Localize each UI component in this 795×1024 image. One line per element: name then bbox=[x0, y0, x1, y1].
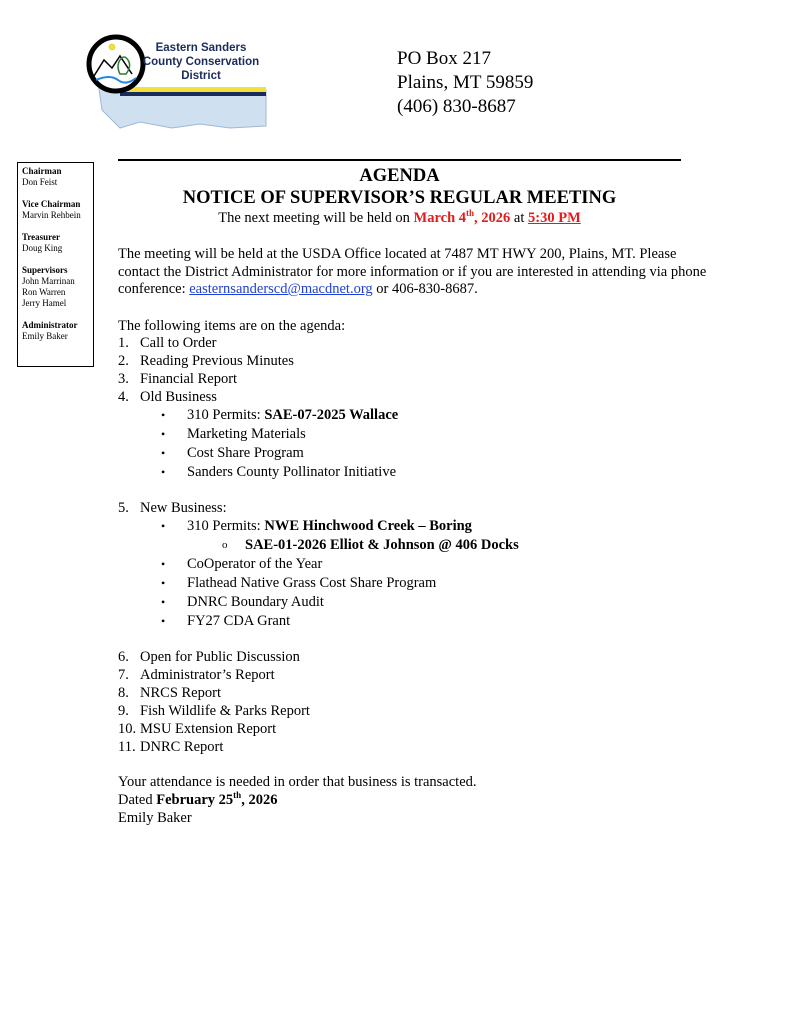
signer-name: Emily Baker bbox=[118, 810, 192, 826]
old-business-cost-share: Cost Share Program bbox=[187, 445, 304, 461]
new-business-permit-sae-01-2026: SAE-01-2026 Elliot & Johnson @ 406 Docks bbox=[245, 537, 519, 553]
meeting-time: 5:30 PM bbox=[528, 210, 581, 226]
contact-email-link[interactable]: easternsanderscd@macdnet.org bbox=[189, 281, 373, 297]
item-number: 4. bbox=[118, 389, 129, 405]
agenda-item-fwp-report: Fish Wildlife & Parks Report bbox=[140, 703, 310, 719]
new-business-flathead-grass: Flathead Native Grass Cost Share Program bbox=[187, 575, 437, 591]
bullet-icon: • bbox=[161, 614, 166, 628]
blue-band bbox=[120, 92, 266, 96]
meeting-notice-title: NOTICE OF SUPERVISOR’S REGULAR MEETING bbox=[182, 188, 617, 208]
officer-supervisors: Supervisors John Marrinan Ron Warren Jerry Hamel bbox=[22, 265, 75, 308]
item-number: 10. bbox=[118, 721, 137, 737]
new-business-310-permits: 310 Permits: NWE Hinchwood Creek – Boring bbox=[187, 518, 472, 534]
new-business-cda-grant: FY27 CDA Grant bbox=[187, 613, 291, 629]
item-number: 8. bbox=[118, 685, 129, 701]
agenda-item-administrator-report: Administrator’s Report bbox=[140, 667, 275, 683]
agenda-item-msu-extension-report: MSU Extension Report bbox=[140, 721, 277, 737]
yellow-band bbox=[120, 87, 266, 92]
officer-chairman: Chairman Don Feist bbox=[22, 166, 62, 187]
agenda-intro: The following items are on the agenda: bbox=[118, 318, 346, 334]
bullet-icon: • bbox=[161, 557, 166, 571]
bullet-icon: • bbox=[161, 595, 166, 609]
new-business-dnrc-audit: DNRC Boundary Audit bbox=[187, 594, 324, 610]
dated-date: February 25th, 2026 bbox=[156, 790, 278, 808]
officer-vice-chairman: Vice Chairman Marvin Rehbein bbox=[22, 199, 81, 220]
agenda-item-dnrc-report: DNRC Report bbox=[140, 739, 224, 755]
attendance-note: Your attendance is needed in order that business is transacted. bbox=[118, 774, 477, 790]
old-business-marketing: Marketing Materials bbox=[187, 426, 306, 442]
bullet-icon: • bbox=[161, 427, 166, 441]
meeting-date: March 4th, 2026 bbox=[413, 208, 511, 226]
meeting-location-paragraph: The meeting will be held at the USDA Office located at 7487 MT HWY 200, Plains, MT. Please contact the District Administrator for more information or if you are interested in attending via phone conference: easternsanderscd@macdnet.org or 406-830-8687. bbox=[118, 246, 707, 297]
item-number: 1. bbox=[118, 335, 129, 351]
item-number: 7. bbox=[118, 667, 129, 683]
logo-text: Eastern Sanders County Conservation District bbox=[142, 42, 260, 82]
item-number: 3. bbox=[118, 371, 129, 387]
agenda-item-new-business: New Business: bbox=[140, 500, 227, 516]
agenda-item-previous-minutes: Reading Previous Minutes bbox=[140, 353, 294, 369]
agenda-item-old-business: Old Business bbox=[140, 389, 217, 405]
officers-box bbox=[17, 162, 94, 367]
new-business-cooperator: CoOperator of the Year bbox=[187, 556, 323, 572]
dated-line: Dated February 25th, 2026 bbox=[118, 790, 278, 808]
item-number: 2. bbox=[118, 353, 129, 369]
bullet-icon: • bbox=[161, 519, 166, 533]
old-business-310-permits: 310 Permits: SAE-07-2025 Wallace bbox=[187, 407, 399, 423]
address-line: Plains, MT 59859 bbox=[397, 72, 534, 93]
agenda-item-financial-report: Financial Report bbox=[140, 371, 238, 387]
agenda-title: AGENDA bbox=[359, 166, 440, 186]
sun-icon bbox=[109, 44, 115, 50]
bullet-icon: • bbox=[161, 446, 166, 460]
bullet-icon: • bbox=[161, 465, 166, 479]
circle-bullet-icon: o bbox=[222, 539, 228, 551]
item-number: 5. bbox=[118, 500, 129, 516]
officer-treasurer: Treasurer Doug King bbox=[22, 232, 63, 253]
mailing-address bbox=[397, 47, 533, 119]
agenda-item-call-to-order: Call to Order bbox=[140, 335, 217, 351]
officer-administrator: Administrator Emily Baker bbox=[22, 320, 78, 341]
logo-ring-icon bbox=[89, 37, 143, 91]
address-line: PO Box 217 bbox=[397, 48, 491, 69]
next-meeting-line: The next meeting will be held on March 4th, 2026 at 5:30 PM bbox=[218, 208, 581, 226]
item-number: 9. bbox=[118, 703, 129, 719]
old-business-pollinator: Sanders County Pollinator Initiative bbox=[187, 464, 397, 480]
item-number: 6. bbox=[118, 649, 129, 665]
item-number: 11. bbox=[118, 739, 136, 755]
bullet-icon: • bbox=[161, 576, 166, 590]
bullet-icon: • bbox=[161, 408, 166, 422]
header-divider bbox=[118, 159, 681, 161]
agenda-item-nrcs-report: NRCS Report bbox=[140, 685, 221, 701]
agenda-item-public-discussion: Open for Public Discussion bbox=[140, 649, 300, 665]
phone-number: (406) 830-8687 bbox=[397, 96, 516, 117]
